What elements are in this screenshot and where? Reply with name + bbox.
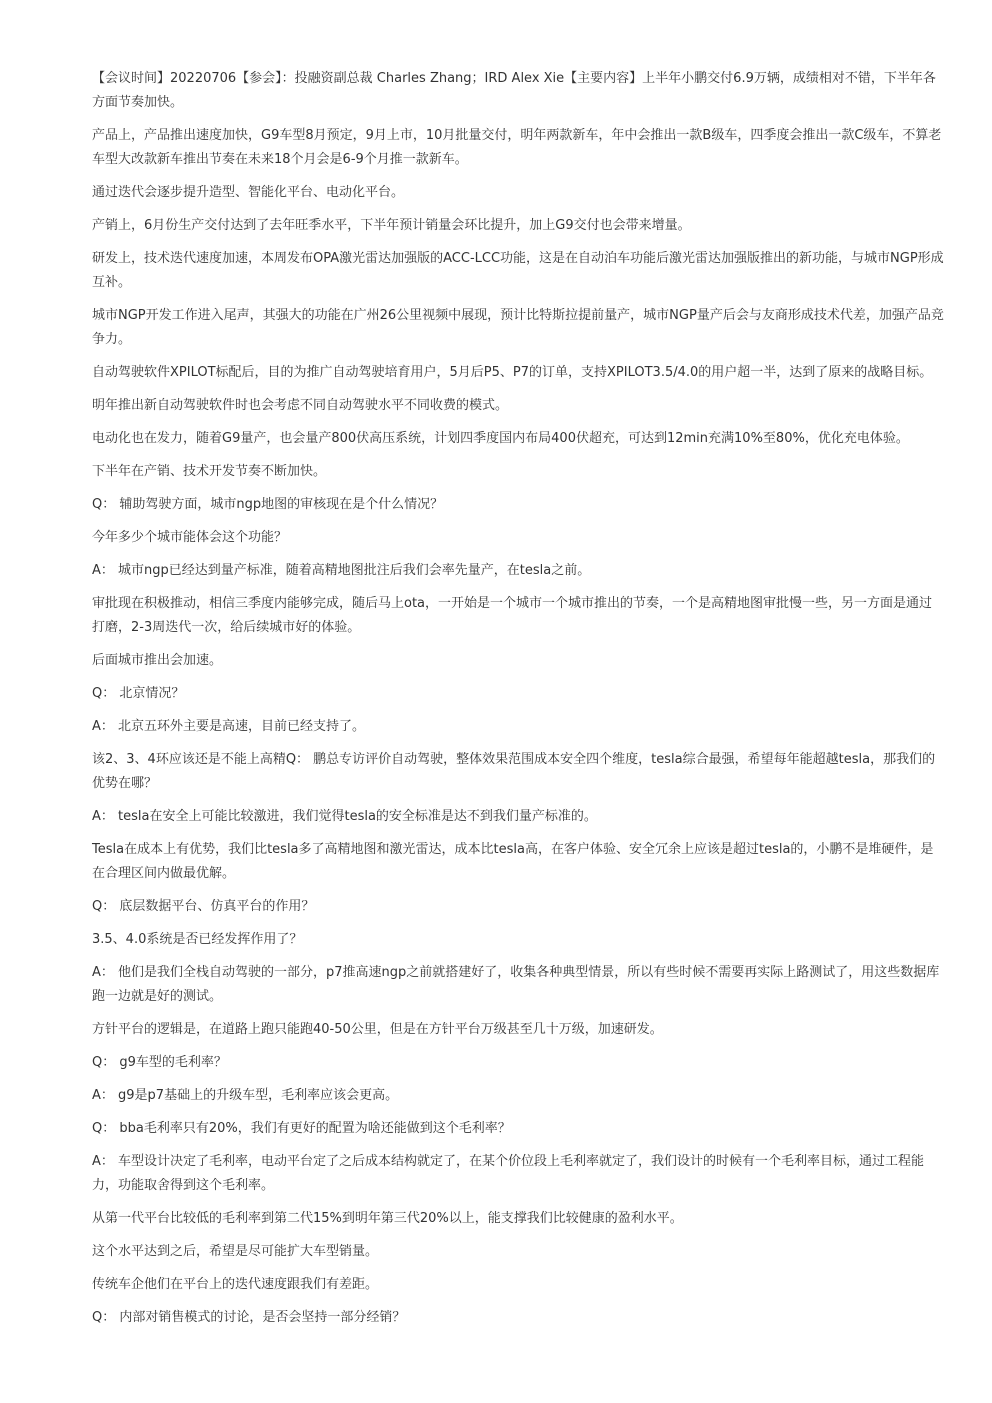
question-advantage: 该2、3、4环应该还是不能上高精Q： 鹏总专访评价自动驾驶，整体效果范围成本安全四个维度，tesla综合最强，希望每年能超越tesla，那我们的优势在哪？ [92,752,936,791]
answer-data-platform: A： 他们是我们全栈自动驾驶的一部分，p7推高速ngp之前就搭建好了，收集各种典型情景，所以有些时候不需要再实际上路测试了，用这些数据库跑一边就是好的测试。 [92,965,940,1004]
answer-beijing: A： 北京五环外主要是高速，目前已经支持了。 [92,719,366,734]
answer-margin-design: A： 车型设计决定了毛利率，电动平台定了之后成本结构就定了，在某个价位段上毛利率就定了，我们设计的时候有一个毛利率目标，通过工程能力，功能取舍得到这个毛利率。 [92,1154,925,1193]
paragraph-margin-trend: 从第一代平台比较低的毛利率到第二代15%到明年第三代20%以上，能支撑我们比较健康的盈利水平。 [92,1211,683,1226]
paragraph-xpilot: 自动驾驶软件XPILOT标配后，目的为推广自动驾驶培育用户，5月后P5、P7的订单，支持XPILOT3.5/4.0的用户超一半，达到了原来的战略目标。 [92,365,933,380]
paragraph-electrification: 电动化也在发力，随着G9量产，也会量产800伏高压系统，计划四季度国内布局400伏超充，可达到12min充满10%至80%，优化充电体验。 [92,431,909,446]
paragraph-rollout: 后面城市推出会加速。 [92,653,223,668]
question-ngp-map: Q： 辅助驾驶方面，城市ngp地图的审核现在是个什么情况？ [92,497,444,512]
paragraph-approval: 审批现在积极推动，相信三季度内能够完成，随后马上ota，一开始是一个城市一个城市推出的节奏，一个是高精地图审批慢一些，另一方面是通过打磨，2-3周迭代一次，给后续城市好的体验。 [92,596,933,635]
answer-g9-margin: A： g9是p7基础上的升级车型，毛利率应该会更高。 [92,1088,399,1103]
question-sales-model: Q： 内部对销售模式的讨论，是否会坚持一部分经销？ [92,1310,406,1325]
paragraph-traditional-oem: 传统车企他们在平台上的迭代速度跟我们有差距。 [92,1277,379,1292]
question-data-platform: Q： 底层数据平台、仿真平台的作用？ [92,899,315,914]
paragraph-simulation: 方针平台的逻辑是，在道路上跑只能跑40-50公里，但是在方针平台万级甚至几十万级，加速研发。 [92,1022,663,1037]
question-beijing: Q： 北京情况？ [92,686,185,701]
question-g9-margin: Q： g9车型的毛利率？ [92,1055,227,1070]
question-system-effect: 3.5、4.0系统是否已经发挥作用了？ [92,932,303,947]
answer-tesla-safety: A： tesla在安全上可能比较激进，我们觉得tesla的安全标准是达不到我们量产标准的。 [92,809,597,824]
paragraph-h2-pace: 下半年在产销、技术开发节奏不断加快。 [92,464,327,479]
paragraph-rd: 研发上，技术迭代速度加速，本周发布OPA激光雷达加强版的ACC-LCC功能，这是在自动泊车功能后激光雷达加强版推出的新功能，与城市NGP形成互补。 [92,251,944,290]
paragraph-product: 产品上，产品推出速度加快，G9车型8月预定，9月上市，10月批量交付，明年两款新车，年中会推出一款B级车，四季度会推出一款C级车，不算老车型大改款新车推出节奏在未来18个月会是6-9个月推一款新车。 [92,128,942,167]
question-bba-margin: Q： bba毛利率只有20%，我们有更好的配置为啥还能做到这个毛利率？ [92,1121,511,1136]
paragraph-fee-model: 明年推出新自动驾驶软件时也会考虑不同自动驾驶水平不同收费的模式。 [92,398,509,413]
paragraph-iteration: 通过迭代会逐步提升造型、智能化平台、电动化平台。 [92,185,405,200]
paragraph-tesla-cost: Tesla在成本上有优势，我们比tesla多了高精地图和激光雷达，成本比tesla高，在客户体验、安全冗余上应该是超过tesla的，小鹏不是堆硬件，是在合理区间内做最优解。 [92,842,934,881]
paragraph-meeting-info: 【会议时间】20220706【参会】：投融资副总裁 Charles Zhang；IRD Alex Xie【主要内容】上半年小鹏交付6.9万辆，成绩相对不错，下半年各方面节奏加快。 [92,71,936,110]
paragraph-production-sales: 产销上，6月份生产交付达到了去年旺季水平，下半年预计销量会环比提升，加上G9交付也会带来增量。 [92,218,691,233]
answer-ngp-map: A： 城市ngp已经达到量产标准，随着高精地图批注后我们会率先量产，在tesla之前。 [92,563,591,578]
question-city-count: 今年多少个城市能体会这个功能？ [92,530,288,545]
paragraph-city-ngp: 城市NGP开发工作进入尾声，其强大的功能在广州26公里视频中展现，预计比特斯拉提前量产，城市NGP量产后会与友商形成技术代差，加强产品竞争力。 [92,308,944,347]
document-body [92,67,944,1339]
paragraph-volume-goal: 这个水平达到之后，希望是尽可能扩大车型销量。 [92,1244,379,1259]
